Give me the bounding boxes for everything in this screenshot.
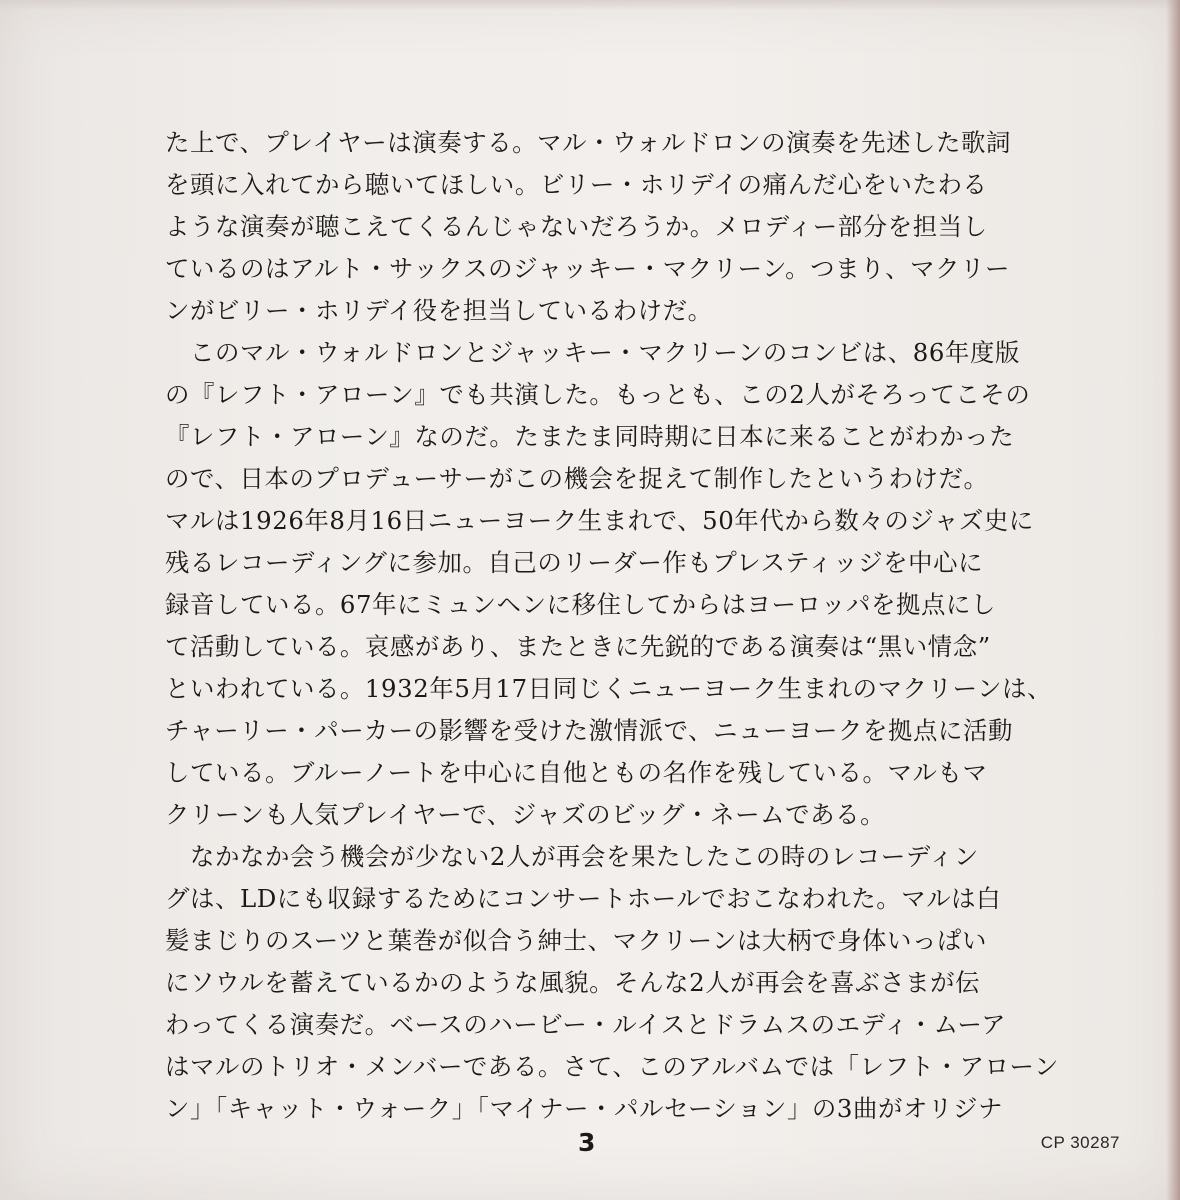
text-line: た上で、プレイヤーは演奏する。マル・ウォルドロンの演奏を先述した歌詞: [165, 128, 1012, 157]
text-line: このマル・ウォルドロンとジャッキー・マクリーンのコンビは、86年度版: [165, 338, 1020, 367]
text-line: ン」「キャット・ウォーク」「マイナー・パルセーション」の3曲がオリジナ: [165, 1094, 1003, 1123]
text-line: グは、LDにも収録するためにコンサートホールでおこなわれた。マルは白: [165, 884, 1002, 913]
text-line: なかなか会う機会が少ない2人が再会を果たしたこの時のレコーディン: [165, 842, 979, 871]
text-line: はマルのトリオ・メンバーである。さて、このアルバムでは「レフト・アローン: [165, 1052, 1060, 1081]
page-right-edge: [1166, 0, 1180, 1200]
text-line: マルは1926年8月16日ニューヨーク生まれで、50年代から数々のジャズ史に: [165, 506, 1034, 535]
text-line: を頭に入れてから聴いてほしい。ビリー・ホリデイの痛んだ心をいたわる: [165, 170, 988, 199]
page-number: 3: [578, 1128, 596, 1157]
text-line: の『レフト・アローン』でも共演した。もっとも、この2人がそろってこその: [165, 380, 1031, 409]
text-line: て活動している。哀感があり、またときに先鋭的である演奏は“黒い情念”: [165, 632, 991, 661]
text-line: にソウルを蓄えているかのような風貌。そんな2人が再会を喜ぶさまが伝: [165, 968, 981, 997]
text-line: 『レフト・アローン』なのだ。たまたま同時期に日本に来ることがわかった: [165, 422, 1015, 451]
text-line: といわれている。1932年5月17日同じくニューヨーク生まれのマクリーンは、: [165, 674, 1053, 703]
text-line: わってくる演奏だ。ベースのハービー・ルイスとドラムスのエディ・ムーア: [165, 1010, 1007, 1039]
text-line: 髪まじりのスーツと葉巻が似合う紳士、マクリーンは大柄で身体いっぱい: [165, 926, 988, 955]
catalog-number: CP 30287: [1040, 1133, 1120, 1152]
page-top-edge: [0, 0, 1180, 10]
text-line: ているのはアルト・サックスのジャッキー・マクリーン。つまり、マクリー: [165, 254, 1011, 283]
liner-notes-text: [165, 122, 1060, 1130]
text-line: 残るレコーディングに参加。自己のリーダー作もプレスティッジを中心に: [165, 548, 984, 577]
text-line: 録音している。67年にミュンヘンに移住してからはヨーロッパを拠点にし: [165, 590, 996, 619]
text-line: クリーンも人気プレイヤーで、ジャズのビッグ・ネームである。: [165, 800, 886, 829]
text-line: ンがビリー・ホリデイ役を担当しているわけだ。: [165, 296, 713, 325]
text-line: ような演奏が聴こえてくるんじゃないだろうか。メロディー部分を担当し: [165, 212, 988, 241]
text-line: チャーリー・パーカーの影響を受けた激情派で、ニューヨークを拠点に活動: [165, 716, 1013, 745]
text-line: している。ブルーノートを中心に自他ともの名作を残している。マルもマ: [165, 758, 988, 787]
text-line: ので、日本のプロデューサーがこの機会を捉えて制作したというわけだ。: [165, 464, 989, 493]
